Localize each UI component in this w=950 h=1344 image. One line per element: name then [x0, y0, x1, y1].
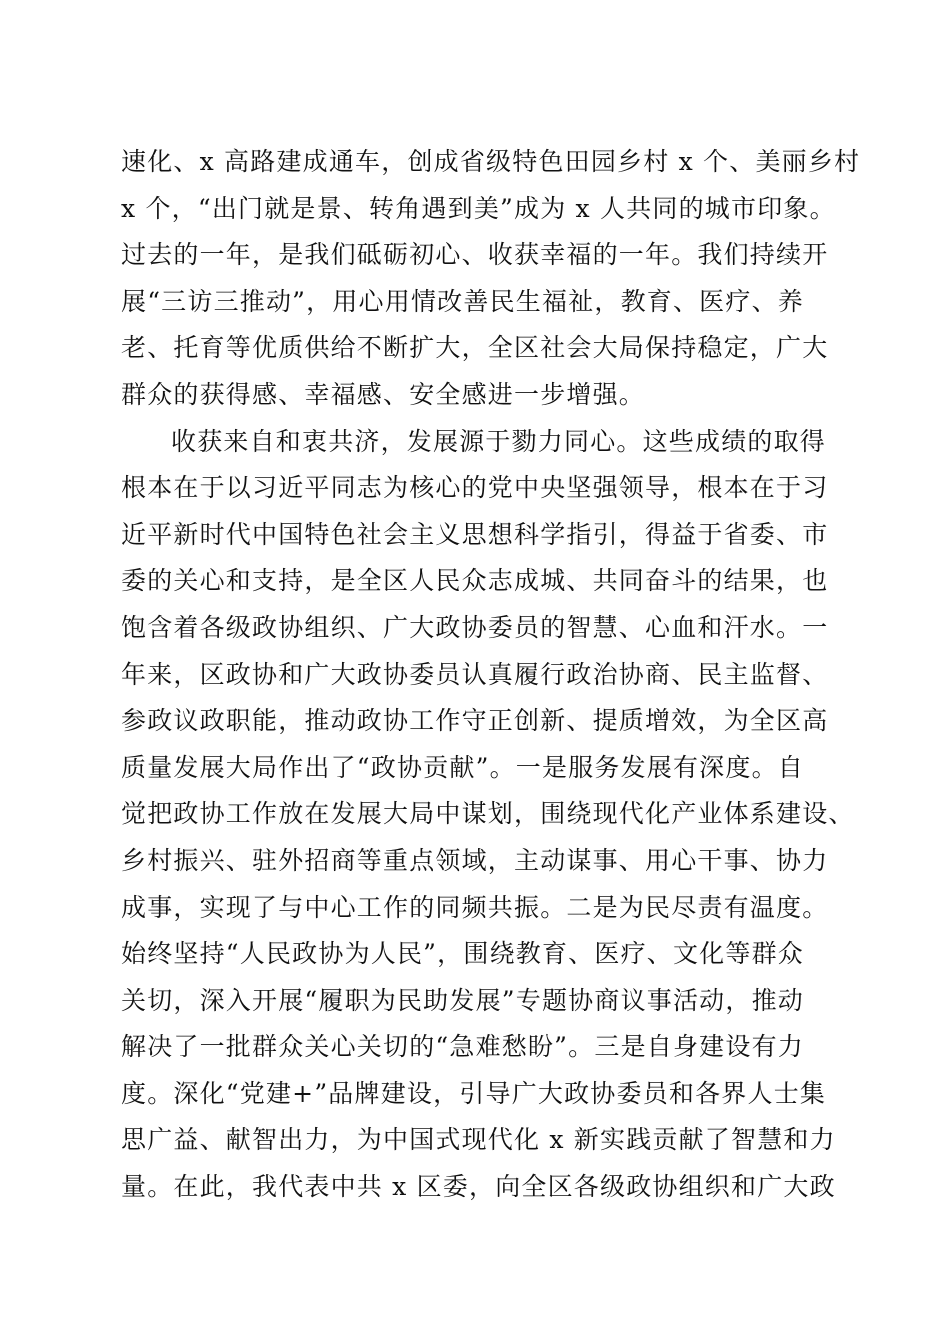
text-line: 关切，深入开展“履职为民助发展”专题协商议事活动，推动	[121, 985, 804, 1015]
text-line: x 个，“出门就是景、转角遇到美”成为 x 人共同的城市印象。	[121, 193, 836, 223]
text-line: 思广益、献智出力，为中国式现代化 x 新实践贡献了智慧和力	[121, 1125, 836, 1155]
text-line: 委的关心和支持，是全区人民众志成城、共同奋斗的结果，也	[121, 566, 829, 596]
text-line: 速化、x 高路建成通车，创成省级特色田园乡村 x 个、美丽乡村	[121, 147, 861, 176]
text-line: 始终坚持“人民政协为人民”，围绕教育、医疗、文化等群众	[121, 939, 804, 969]
text-line: 根本在于以习近平同志为核心的党中央坚强领导，根本在于习	[121, 473, 829, 503]
text-line: 近平新时代中国特色社会主义思想科学指引，得益于省委、市	[121, 519, 829, 549]
text-line: 群众的获得感、幸福感、安全感进一步增强。	[121, 379, 646, 409]
text-line: 过去的一年，是我们砥砺初心、收获幸福的一年。我们持续开	[121, 240, 829, 270]
text-line: 乡村振兴、驻外招商等重点领域，主动谋事、用心干事、协力	[121, 845, 829, 875]
text-line: 质量发展大局作出了“政协贡献”。一是服务发展有深度。自	[121, 752, 804, 782]
text-line: 展“三访三推动”，用心用情改善民生福祉，教育、医疗、养	[121, 286, 804, 316]
text-line: 老、托育等优质供给不断扩大，全区社会大局保持稳定，广大	[121, 333, 829, 363]
text-line: 觉把政协工作放在发展大局中谋划，围绕现代化产业体系建设、	[121, 799, 855, 829]
paragraph-2	[121, 419, 855, 1211]
paragraph-1	[121, 139, 861, 419]
text-line: 解决了一批群众关心关切的“急难愁盼”。三是自身建设有力	[121, 1032, 804, 1062]
text-line: 量。在此，我代表中共 x 区委，向全区各级政协组织和广大政	[121, 1172, 836, 1202]
body-text	[121, 139, 861, 1211]
text-line: 收获来自和衷共济，发展源于勠力同心。这些成绩的取得	[171, 426, 827, 456]
text-line: 成事，实现了与中心工作的同频共振。二是为民尽责有温度。	[121, 892, 829, 922]
text-line: 饱含着各级政协组织、广大政协委员的智慧、心血和汗水。一	[121, 612, 829, 642]
text-line: 度。深化“党建+”品牌建设，引导广大政协委员和各界人士集	[121, 1078, 827, 1108]
text-line: 年来，区政协和广大政协委员认真履行政治协商、民主监督、	[121, 659, 829, 689]
text-line: 参政议政职能，推动政协工作守正创新、提质增效，为全区高	[121, 706, 829, 736]
